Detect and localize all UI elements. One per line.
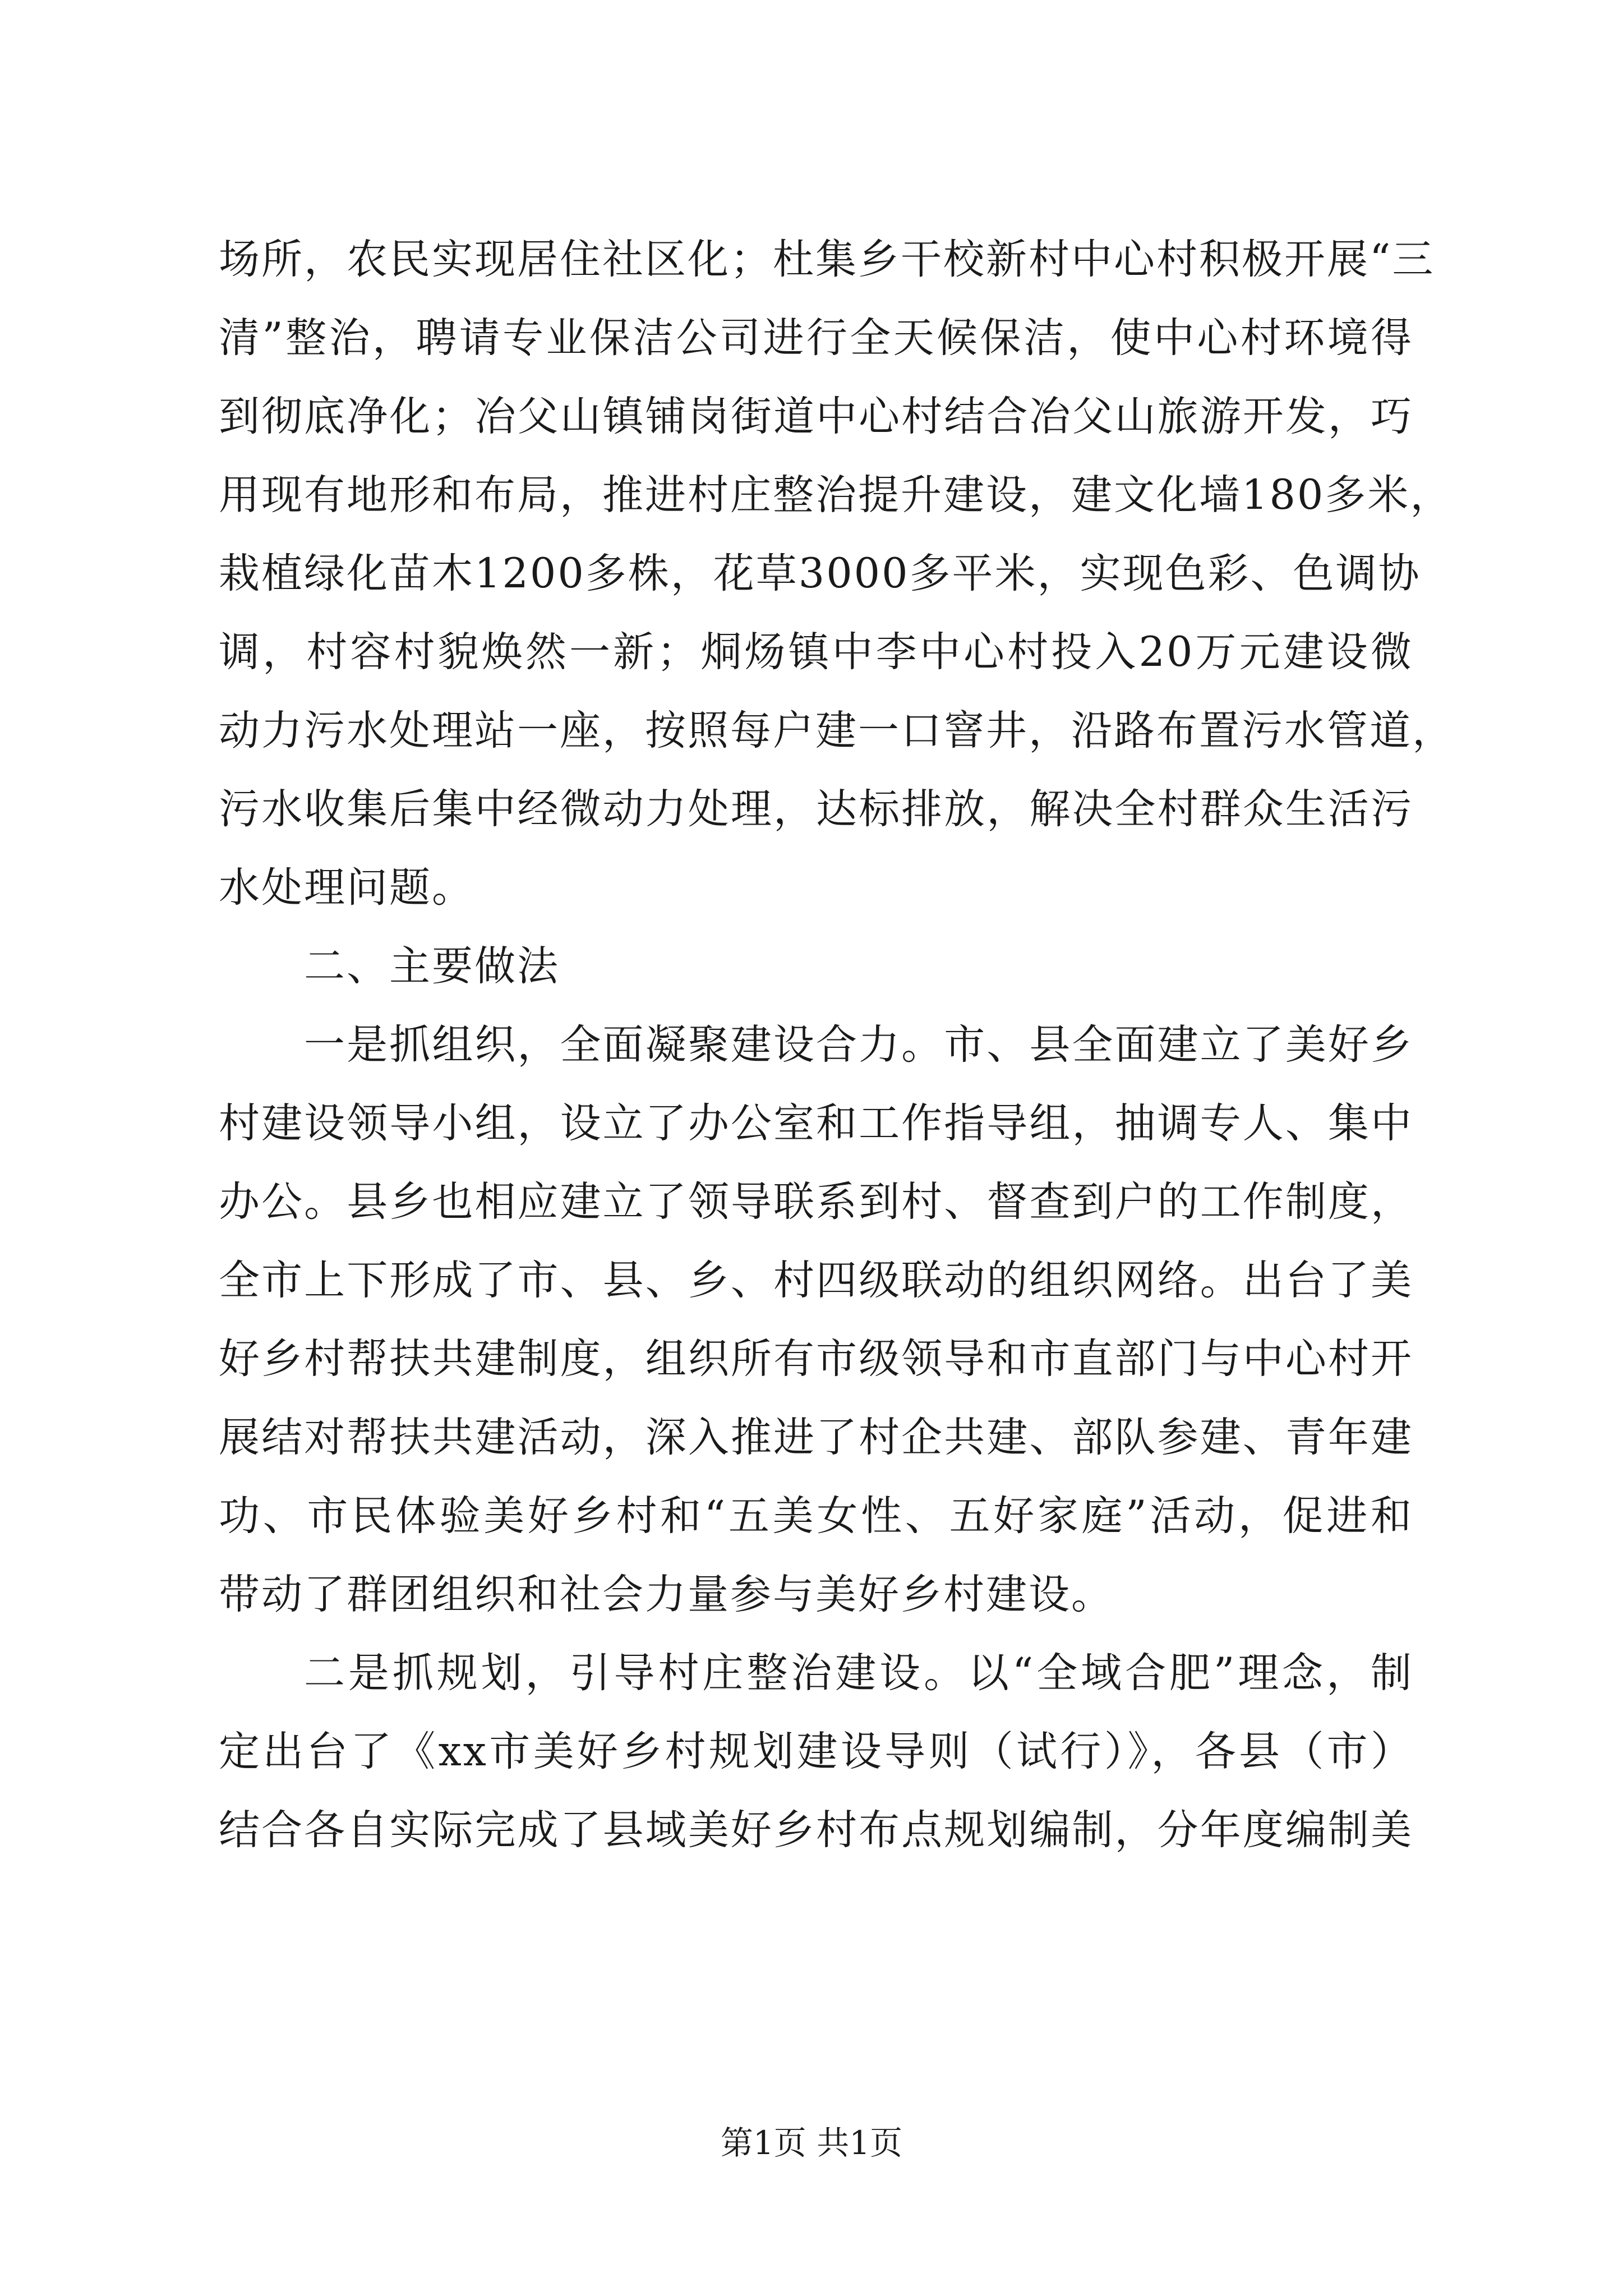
text-line: 用现有地形和布局，推进村庄整治提升建设，建文化墙180多米， — [219, 471, 1453, 519]
text-line: 结合各自实际完成了县域美好乡村布点规划编制，分年度编制美 — [219, 1806, 1413, 1854]
text-line: 好乡村帮扶共建制度，组织所有市级领导和市直部门与中心村开 — [219, 1335, 1413, 1383]
text-line: 村建设领导小组，设立了办公室和工作指导组，抽调专人、集中 — [219, 1099, 1413, 1147]
text-line: 带动了群团组织和社会力量参与美好乡村建设。 — [219, 1571, 1114, 1618]
page-footer — [0, 2120, 1623, 2165]
text-line: 栽植绿化苗木1200多株，花草3000多平米，实现色彩、色调协 — [219, 550, 1421, 597]
text-line: 动力污水处理站一座，按照每户建一口窨井，沿路布置污水管道， — [219, 707, 1455, 754]
document-body — [219, 220, 1455, 1870]
text-line: 场所，农民实现居住社区化；杜集乡干校新村中心村积极开展“三 — [219, 236, 1435, 283]
text-line: 办公。县乡也相应建立了领导联系到村、督查到户的工作制度， — [219, 1178, 1413, 1226]
paragraph-first-line: 一是抓组织，全面凝聚建设合力。市、县全面建立了美好乡 — [304, 1021, 1413, 1069]
section-heading: 二、主要做法 — [304, 942, 560, 990]
paragraph-first-line: 二是抓规划，引导村庄整治建设。以“全域合肥”理念，制 — [304, 1649, 1413, 1697]
text-line: 清”整治，聘请专业保洁公司进行全天候保洁，使中心村环境得 — [219, 314, 1413, 362]
text-line: 展结对帮扶共建活动，深入推进了村企共建、部队参建、青年建 — [219, 1414, 1413, 1461]
text-line: 定出台了《xx市美好乡村规划建设导则（试行）》，各县（市） — [219, 1728, 1413, 1775]
text-line: 水处理问题。 — [219, 864, 474, 912]
page-number-label: 第1页 共1页 — [720, 2124, 903, 2162]
text-line: 到彻底净化；冶父山镇铺岗街道中心村结合冶父山旅游开发，巧 — [219, 393, 1413, 440]
text-line: 功、市民体验美好乡村和“五美女性、五好家庭”活动，促进和 — [219, 1492, 1413, 1540]
text-line: 全市上下形成了市、县、乡、村四级联动的组织网络。出台了美 — [219, 1257, 1413, 1304]
text-line: 调，村容村貌焕然一新；烔炀镇中李中心村投入20万元建设微 — [219, 628, 1413, 676]
text-line: 污水收集后集中经微动力处理，达标排放，解决全村群众生活污 — [219, 785, 1413, 833]
